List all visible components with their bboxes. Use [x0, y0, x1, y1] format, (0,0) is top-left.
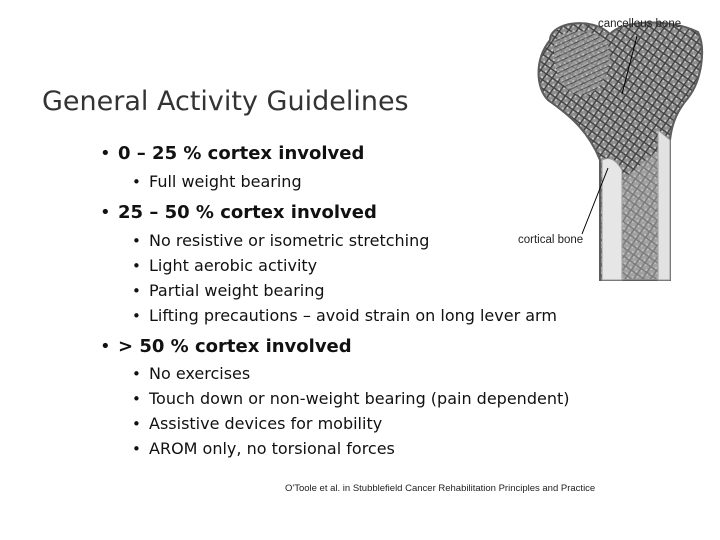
section-heading — [100, 143, 364, 164]
section-heading-text: 0 – 25 % cortex involved — [118, 143, 365, 164]
bullet-icon: • — [132, 365, 141, 383]
list-item — [132, 389, 569, 408]
cortical-bone-label: cortical bone — [518, 234, 584, 246]
femur-figure — [510, 10, 720, 285]
slide-title: General Activity Guidelines — [42, 86, 409, 117]
list-item-text: No exercises — [149, 364, 251, 383]
bullet-icon: • — [132, 173, 141, 191]
list-item-text: Partial weight bearing — [149, 281, 325, 300]
list-item-text: Lifting precautions – avoid strain on long lever arm — [149, 306, 557, 325]
list-item-text: Assistive devices for mobility — [149, 414, 383, 433]
bullet-icon: • — [100, 202, 111, 223]
list-item — [132, 281, 325, 300]
bullet-icon: • — [132, 440, 141, 458]
list-item — [132, 364, 250, 383]
list-item-text: No resistive or isometric stretching — [149, 231, 430, 250]
list-item-text: Full weight bearing — [149, 172, 302, 191]
bullet-icon: • — [100, 336, 111, 357]
citation: O'Toole et al. in Stubblefield Cancer Rehabilitation Principles and Practice — [285, 483, 596, 494]
bullet-icon: • — [132, 307, 141, 325]
bullet-icon: • — [132, 232, 141, 250]
section-heading-text: > 50 % cortex involved — [118, 336, 352, 357]
section-heading — [100, 202, 377, 223]
section-heading — [100, 336, 352, 357]
list-item-text: Touch down or non-weight bearing (pain dependent) — [149, 389, 570, 408]
bullet-icon: • — [132, 415, 141, 433]
list-item — [132, 306, 557, 325]
bullet-icon: • — [100, 143, 111, 164]
list-item — [132, 231, 429, 250]
list-item-text: AROM only, no torsional forces — [149, 439, 395, 458]
list-item — [132, 256, 317, 275]
bullet-icon: • — [132, 390, 141, 408]
list-item — [132, 172, 302, 191]
list-item — [132, 439, 395, 458]
list-item — [132, 414, 382, 433]
list-item-text: Light aerobic activity — [149, 256, 318, 275]
bullet-icon: • — [132, 257, 141, 275]
cancellous-bone-label: cancellous bone — [598, 18, 682, 30]
section-heading-text: 25 – 50 % cortex involved — [118, 202, 377, 223]
bullet-icon: • — [132, 282, 141, 300]
